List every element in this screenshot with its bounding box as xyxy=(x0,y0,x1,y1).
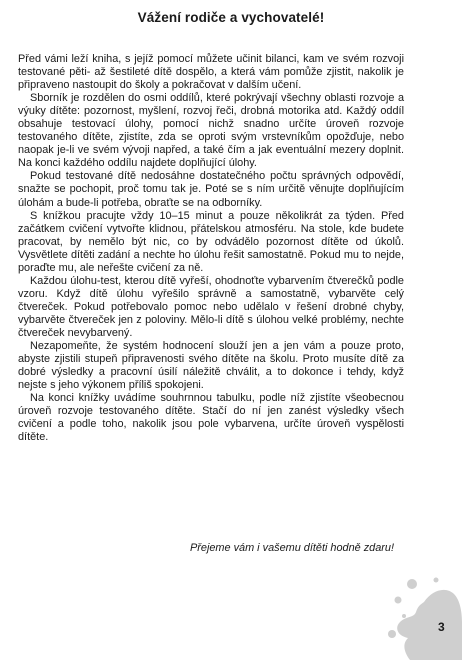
page-number: 3 xyxy=(438,620,445,634)
paragraph: Pokud testované dítě nedosáhne dostatečného počtu správných odpovědí, snažte se pochopit, proč tomu tak je. Poté se s ním určitě věnujte doplňujícím úlohám a bude-li potřeba, obraťte se na odborníky. xyxy=(18,170,404,209)
paragraph: S knížkou pracujte vždy 10–15 minut a pouze několikrát za týden. Před začátkem cvičení vytvořte klidnou, přátelskou atmosféru. Na stole, kde budete pracovat, by nemělo být nic, co by odvádělo pozornost dítěte od úkolů. Vysvětlete dítěti zadání a nechte ho úlohu řešit samostatně. Pokud mu to nejde, poraďte mu, ale neřešte cvičení za ně. xyxy=(18,209,404,274)
body-text xyxy=(18,53,404,444)
paragraph: Sborník je rozdělen do osmi oddílů, které pokrývají všechny oblasti rozvoje a výuky dítěte: pozornost, myšlení, rozvoj řeči, drobná motorika atd. Každý oddíl obsahuje testovací úlohy, pomocí nichž snadno určíte úroveň rozvoje testovaného dítěte, zjistíte, zda se oproti svým vrstevníkům opožďuje, nebo naopak je-li ve svém vývoji napřed, a také čím a jak eventuální mezery doplnit. Na konci každého oddílu najdete doplňující úlohy. xyxy=(18,92,404,170)
paragraph: Před vámi leží kniha, s jejíž pomocí můžete učinit bilanci, kam ve svém rozvoji testované pěti- až šestileté dítě dospělo, a která vám pomůže zjistit, nakolik je připraveno nastoupit do školy a pokračovat v dalším učení. xyxy=(18,53,404,92)
closing-wish: Přejeme vám i vašemu dítěti hodně zdaru! xyxy=(190,542,394,554)
paragraph: Nezapomeňte, že systém hodnocení slouží jen a jen vám a pouze proto, abyste zjistili stupeň připravenosti svého dítěte na školu. Proto musíte dítě za dobré výsledky a pracovní úsilí náležitě chválit, a to dokonce i tehdy, když nejste s jeho výkonem příliš spokojeni. xyxy=(18,340,404,392)
paint-splash-decoration xyxy=(384,572,462,660)
paragraph: Každou úlohu-test, kterou dítě vyřeší, ohodnoťte vybarvením čtverečků podle vzoru. Když dítě úlohu vyřešilo správně a samostatně, vybarvěte celý čtvereček. Pokud potřebovalo pomoc nebo udělalo v řešení drobné chyby, vybarvěte čtvereček jen z poloviny. Mělo-li dítě s úlohou velké problémy, nechte čtvereček nevybarvený. xyxy=(18,274,404,339)
page-title: Vážení rodiče a vychovatelé! xyxy=(137,10,325,25)
paragraph: Na konci knížky uvádíme souhrnnou tabulku, podle níž zjistíte všeobecnou úroveň rozvoje testovaného dítěte. Stačí do ní jen zanést výsledky všech cvičení a podle toho, nakolik jsou pole vybarvena, určíte úroveň vyspělosti dítěte. xyxy=(18,392,404,444)
